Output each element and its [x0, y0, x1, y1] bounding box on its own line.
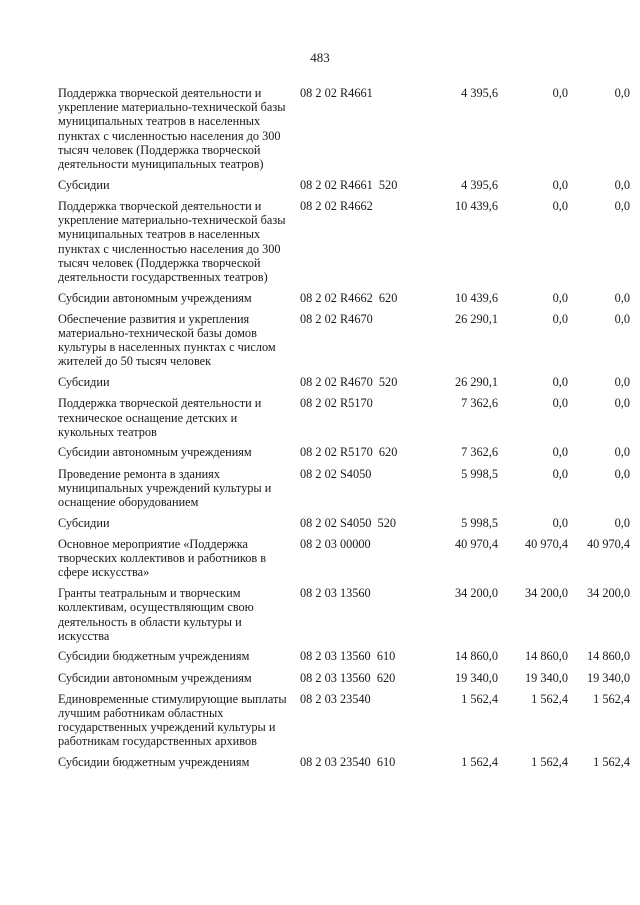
row-value-3: 0,0 — [614, 466, 630, 481]
row-value-2: 0,0 — [552, 515, 568, 530]
table-row — [58, 86, 630, 171]
row-value-3: 34 200,0 — [586, 586, 630, 601]
row-value-2: 0,0 — [552, 466, 568, 481]
table-row — [58, 516, 630, 530]
table-row — [58, 537, 630, 580]
row-value-2: 34 200,0 — [524, 586, 568, 601]
row-value-2: 1 562,4 — [531, 691, 568, 706]
row-name: Субсидии автономным учреждениям — [58, 445, 252, 460]
row-code: 08 2 02 R5170 620 — [300, 445, 398, 460]
row-value-3: 0,0 — [614, 515, 630, 530]
row-value-2: 0,0 — [552, 375, 568, 390]
row-value-1: 4 395,6 — [461, 177, 498, 192]
page-number: 483 — [310, 50, 330, 65]
row-code: 08 2 03 23540 — [300, 691, 371, 706]
row-value-3: 0,0 — [614, 86, 630, 100]
row-value-2: 19 340,0 — [524, 670, 568, 685]
row-code: 08 2 02 R4670 520 — [300, 375, 398, 390]
table-row — [58, 291, 630, 305]
row-name: Основное мероприятие «Поддержка творческих коллективов и работников в сфере искусства» — [58, 536, 267, 580]
row-value-3: 0,0 — [614, 198, 630, 213]
row-value-1: 40 970,4 — [454, 536, 498, 551]
row-value-1: 1 562,4 — [461, 691, 498, 706]
row-value-2: 0,0 — [552, 198, 568, 213]
row-name: Обеспечение развития и укрепления материально-технической базы домов культуры в населенных пунктах с числом жителей до 50 тысяч человек — [58, 311, 276, 369]
row-code: 08 2 03 13560 610 — [300, 649, 396, 664]
row-name: Субсидии бюджетным учреждениям — [58, 649, 250, 664]
table-row — [58, 445, 630, 459]
table-row — [58, 755, 630, 769]
row-value-3: 0,0 — [614, 177, 630, 192]
row-value-1: 4 395,6 — [461, 86, 498, 100]
row-code: 08 2 02 R5170 — [300, 396, 373, 411]
row-value-3: 19 340,0 — [586, 670, 630, 685]
row-name: Субсидии — [58, 177, 110, 192]
row-value-1: 19 340,0 — [454, 670, 498, 685]
row-value-2: 1 562,4 — [531, 755, 568, 770]
table-row — [58, 467, 630, 510]
row-name: Поддержка творческой деятельности и техническое оснащение детских и кукольных театров — [58, 396, 262, 439]
row-value-3: 0,0 — [614, 375, 630, 390]
row-code: 08 2 02 R4662 — [300, 198, 373, 213]
row-code: 08 2 02 R4661 520 — [300, 177, 398, 192]
table-row — [58, 671, 630, 685]
row-name: Проведение ремонта в зданиях муниципальных учреждений культуры и оснащение оборудованием — [58, 466, 272, 510]
table-row — [58, 312, 630, 369]
row-value-3: 14 860,0 — [586, 649, 630, 664]
row-value-3: 1 562,4 — [593, 755, 630, 770]
row-name: Субсидии бюджетным учреждениям — [58, 755, 250, 770]
row-value-3: 40 970,4 — [586, 536, 630, 551]
row-value-2: 0,0 — [552, 311, 568, 326]
budget-table — [58, 86, 630, 776]
row-code: 08 2 03 13560 620 — [300, 670, 396, 685]
row-name: Единовременные стимулирующие выплаты лучшим работникам областных государственных учреждений культуры и работникам государственных архивов — [58, 691, 287, 749]
row-code: 08 2 03 00000 — [300, 536, 371, 551]
table-row — [58, 586, 630, 643]
row-value-2: 0,0 — [552, 290, 568, 305]
table-row — [58, 375, 630, 389]
row-code: 08 2 03 13560 — [300, 586, 371, 601]
row-value-3: 1 562,4 — [593, 691, 630, 706]
table-row — [58, 692, 630, 749]
row-value-1: 7 362,6 — [461, 445, 498, 460]
table-row — [58, 178, 630, 192]
table-row — [58, 649, 630, 663]
row-value-2: 14 860,0 — [524, 649, 568, 664]
row-name: Субсидии — [58, 375, 110, 390]
row-value-1: 10 439,6 — [454, 198, 498, 213]
row-value-2: 0,0 — [552, 177, 568, 192]
row-code: 08 2 03 23540 610 — [300, 755, 396, 770]
row-name: Поддержка творческой деятельности и укрепление материально-технической базы муниципальных театров в населенных пунктах с численностью населения до 300 тысяч человек (Поддержка творческой деятельности муниципальных театров) — [58, 86, 286, 172]
row-value-2: 0,0 — [552, 445, 568, 460]
row-value-1: 5 998,5 — [461, 515, 498, 530]
row-value-1: 34 200,0 — [454, 586, 498, 601]
table-row — [58, 396, 630, 439]
row-value-1: 7 362,6 — [461, 396, 498, 411]
row-value-1: 1 562,4 — [461, 755, 498, 770]
row-value-1: 10 439,6 — [454, 290, 498, 305]
row-code: 08 2 02 R4662 620 — [300, 290, 398, 305]
row-name: Субсидии автономным учреждениям — [58, 670, 252, 685]
row-code: 08 2 02 S4050 520 — [300, 515, 396, 530]
row-name: Гранты театральным и творческим коллективам, осуществляющим свою деятельность в области культуры и искусства — [58, 586, 254, 643]
row-value-2: 0,0 — [552, 396, 568, 411]
row-value-1: 14 860,0 — [454, 649, 498, 664]
table-row — [58, 199, 630, 284]
row-value-3: 0,0 — [614, 311, 630, 326]
row-value-2: 40 970,4 — [524, 536, 568, 551]
row-code: 08 2 02 S4050 — [300, 466, 372, 481]
row-value-3: 0,0 — [614, 396, 630, 411]
row-value-1: 26 290,1 — [454, 375, 498, 390]
row-code: 08 2 02 R4670 — [300, 311, 373, 326]
row-name: Субсидии — [58, 515, 110, 530]
row-value-1: 26 290,1 — [454, 311, 498, 326]
row-name: Субсидии автономным учреждениям — [58, 290, 252, 305]
row-code: 08 2 02 R4661 — [300, 86, 373, 100]
row-value-1: 5 998,5 — [461, 466, 498, 481]
row-value-3: 0,0 — [614, 290, 630, 305]
row-name: Поддержка творческой деятельности и укрепление материально-технической базы муниципальных театров в населенных пунктах с численностью населения до 300 тысяч человек (Поддержка творческой деятельности государственных театров) — [58, 198, 286, 284]
row-value-2: 0,0 — [552, 86, 568, 100]
row-value-3: 0,0 — [614, 445, 630, 460]
